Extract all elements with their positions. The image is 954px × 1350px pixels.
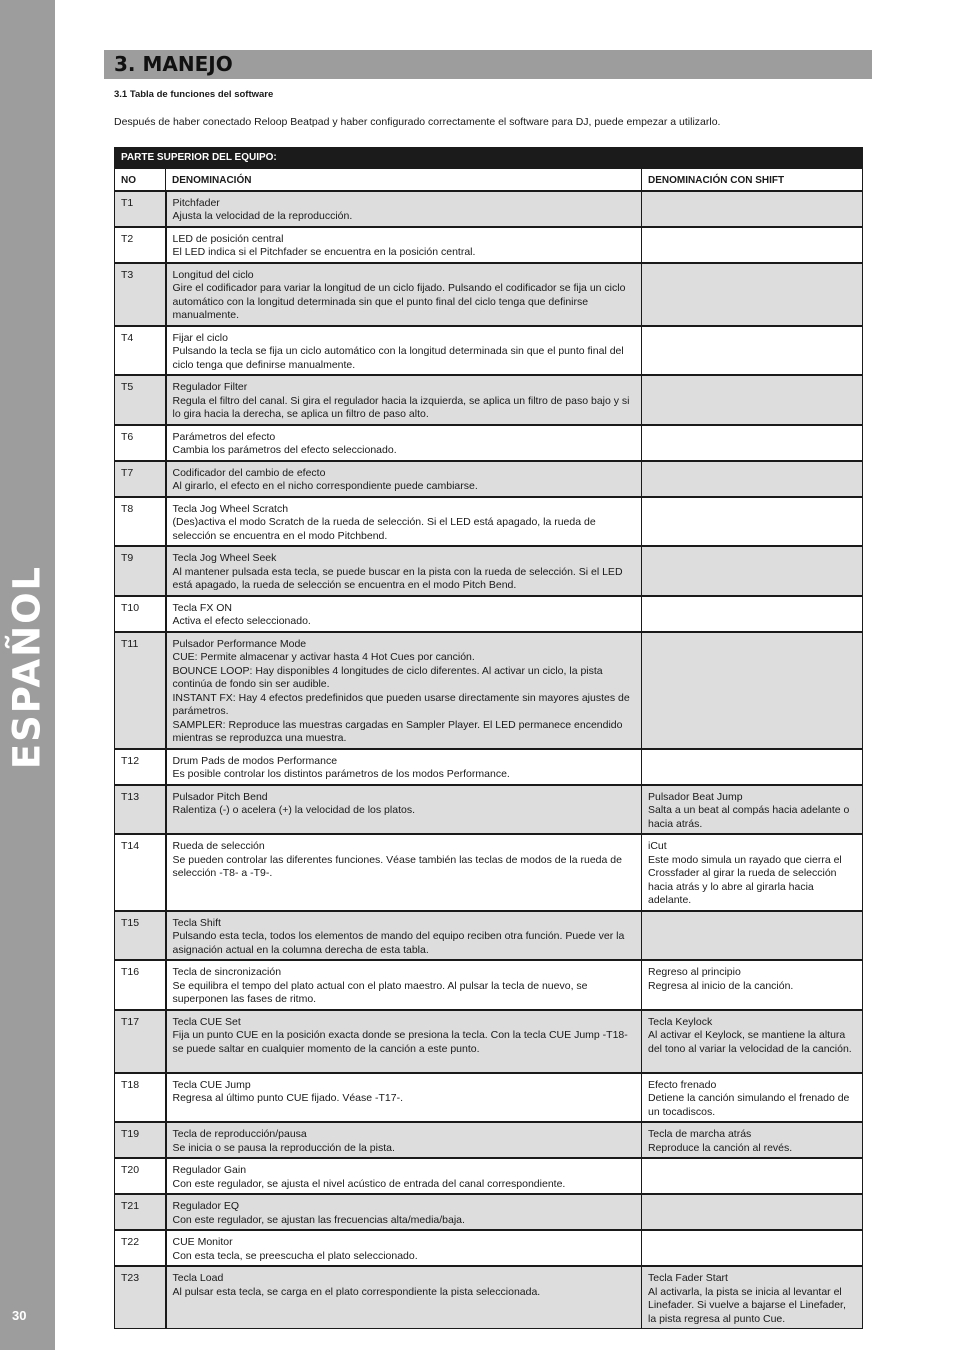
row-number: T16 bbox=[115, 960, 166, 1010]
function-cell bbox=[166, 263, 642, 326]
table-row bbox=[115, 960, 863, 1010]
function-cell bbox=[166, 1194, 642, 1230]
row-number: T20 bbox=[115, 1158, 166, 1194]
shift-function-description: Al activarla, la pista se inicia al levantar el Linefader. Si vuelve a bajarse el Linefader, la pista regresa al punto Cue. bbox=[648, 1285, 846, 1325]
function-description: Pulsando esta tecla, todos los elementos de mando del equipo reciben otra función. Puede ver la asignación actual en la columna derecha de esta tabla. bbox=[172, 930, 625, 956]
column-header-name: DENOMINACIÓN bbox=[166, 169, 642, 191]
table-row bbox=[115, 1158, 863, 1194]
shift-function-name: Tecla de marcha atrás bbox=[648, 1128, 752, 1140]
function-cell bbox=[166, 834, 642, 911]
function-name: Tecla CUE Jump bbox=[172, 1078, 251, 1091]
shift-function-cell bbox=[642, 425, 863, 461]
function-cell bbox=[166, 632, 642, 749]
row-number: T13 bbox=[115, 785, 166, 835]
table-row bbox=[115, 834, 863, 911]
column-header-no: NO bbox=[115, 169, 166, 191]
table-row bbox=[115, 749, 863, 785]
function-description: Se inicia o se pausa la reproducción de la pista. bbox=[172, 1141, 395, 1154]
table-row bbox=[115, 1230, 863, 1266]
function-description: Cambia los parámetros del efecto seleccionado. bbox=[172, 444, 397, 456]
shift-function-cell bbox=[642, 1010, 863, 1073]
table-row bbox=[115, 375, 863, 425]
function-description: Al girarlo, el efecto en el nicho correspondiente puede cambiarse. bbox=[172, 480, 478, 492]
row-number: T1 bbox=[115, 191, 166, 227]
function-cell bbox=[166, 1073, 642, 1123]
function-description: Al mantener pulsada esta tecla, se puede buscar en la pista con la rueda de selección. Si el LED está apagado, la rueda de selección se encuentra en el modo Pitch Bend. bbox=[172, 565, 623, 591]
row-number: T12 bbox=[115, 749, 166, 785]
function-cell bbox=[166, 1158, 642, 1194]
function-cell bbox=[166, 326, 642, 376]
shift-function-description: Este modo simula un rayado que cierra el Crossfader al girar la rueda de selección hacia atrás y lo abre al girarla hacia adelante. bbox=[648, 853, 842, 906]
row-number: T23 bbox=[115, 1266, 166, 1329]
function-cell bbox=[166, 375, 642, 425]
table-row bbox=[115, 1266, 863, 1329]
function-cell bbox=[166, 1122, 642, 1158]
function-description: El LED indica si el Pitchfader se encuentra en la posición central. bbox=[172, 246, 476, 258]
row-number: T2 bbox=[115, 227, 166, 263]
function-description: Se pueden controlar las diferentes funciones. Véase también las teclas de modos de la rueda de selección -T8- a -T9-. bbox=[172, 853, 622, 879]
section-title: 3. MANEJO bbox=[114, 52, 233, 76]
shift-function-cell bbox=[642, 1158, 863, 1194]
table-row bbox=[115, 497, 863, 547]
function-description: Ralentiza (-) o acelera (+) la velocidad de los platos. bbox=[172, 804, 415, 816]
row-number: T11 bbox=[115, 632, 166, 749]
function-description: Con este regulador, se ajustan las frecuencias alta/media/baja. bbox=[172, 1213, 465, 1226]
function-name: Drum Pads de modos Performance bbox=[172, 754, 338, 767]
function-cell bbox=[166, 749, 642, 785]
function-name: Tecla de reproducción/pausa bbox=[172, 1128, 307, 1140]
function-description: Pulsando la tecla se fija un ciclo automático con la longitud determinada sin que el punto final del ciclo tenga que definirse manualmente. bbox=[172, 345, 624, 371]
shift-function-name: Pulsador Beat Jump bbox=[648, 790, 743, 803]
function-cell bbox=[166, 497, 642, 547]
function-name: Tecla FX ON bbox=[172, 601, 233, 614]
shift-function-cell bbox=[642, 1266, 863, 1329]
shift-function-name: Efecto frenado bbox=[648, 1078, 717, 1091]
row-number: T7 bbox=[115, 461, 166, 497]
shift-function-cell bbox=[642, 1230, 863, 1266]
shift-function-cell bbox=[642, 834, 863, 911]
function-name: Pitchfader bbox=[172, 196, 220, 209]
shift-function-name: Tecla Keylock bbox=[648, 1015, 713, 1028]
function-cell bbox=[166, 1010, 642, 1073]
function-name: Fijar el ciclo bbox=[172, 331, 228, 344]
shift-function-cell bbox=[642, 632, 863, 749]
function-cell bbox=[166, 911, 642, 961]
row-number: T19 bbox=[115, 1122, 166, 1158]
table-row bbox=[115, 632, 863, 749]
shift-function-description: Detiene la canción simulando el frenado de un tocadiscos. bbox=[648, 1092, 850, 1118]
shift-function-cell bbox=[642, 461, 863, 497]
function-name: Pulsador Performance Mode bbox=[172, 637, 307, 650]
row-number: T18 bbox=[115, 1073, 166, 1123]
shift-function-description: Reproduce la canción al revés. bbox=[648, 1141, 793, 1154]
table-row bbox=[115, 1122, 863, 1158]
row-number: T4 bbox=[115, 326, 166, 376]
subsection-title: 3.1 Tabla de funciones del software bbox=[114, 89, 274, 100]
table-row bbox=[115, 191, 863, 227]
row-number: T6 bbox=[115, 425, 166, 461]
shift-function-cell bbox=[642, 497, 863, 547]
function-cell bbox=[166, 191, 642, 227]
function-name: LED de posición central bbox=[172, 232, 284, 245]
shift-function-description: Regresa al inicio de la canción. bbox=[648, 979, 794, 992]
table-header-row bbox=[115, 169, 863, 191]
row-number: T10 bbox=[115, 596, 166, 632]
intro-paragraph: Después de haber conectado Reloop Beatpad y haber configurado correctamente el software para DJ, puede empezar a utilizarlo. bbox=[114, 116, 721, 128]
row-number: T5 bbox=[115, 375, 166, 425]
function-description: CUE: Permite almacenar y activar hasta 4 Hot Cues por canción. BOUNCE LOOP: Hay disponibles 4 longitudes de ciclo diferentes. Al activar un ciclo, la pista continúa de fondo sin ser audible. INSTANT FX: Hay 4 efectos predefinidos que pueden usarse directamente sin mayores ajustes de parámetros. SAMPLER: Reproduce las muestras cargadas en Sampler Player. El LED permanece encendido mientras se reproduzca una muestra. bbox=[172, 651, 630, 744]
function-cell bbox=[166, 461, 642, 497]
function-description: Gire el codificador para variar la longitud de un ciclo fijado. Pulsando el codificador se fija un ciclo automático con la longitud determinada sin que el punto final del ciclo tenga que definirse manualmente. bbox=[172, 282, 626, 321]
shift-function-cell bbox=[642, 596, 863, 632]
table-row bbox=[115, 596, 863, 632]
function-name: CUE Monitor bbox=[172, 1236, 233, 1248]
function-name: Codificador del cambio de efecto bbox=[172, 466, 326, 479]
shift-function-cell bbox=[642, 263, 863, 326]
function-name: Tecla Jog Wheel Seek bbox=[172, 552, 277, 564]
function-name: Tecla Load bbox=[172, 1272, 224, 1284]
function-name: Regulador EQ bbox=[172, 1200, 240, 1212]
shift-function-description: Salta a un beat al compás hacia adelante o hacia atrás. bbox=[648, 804, 850, 830]
shift-function-cell bbox=[642, 191, 863, 227]
row-number: T22 bbox=[115, 1230, 166, 1266]
table-row bbox=[115, 425, 863, 461]
row-number: T21 bbox=[115, 1194, 166, 1230]
function-description: Es posible controlar los distintos parámetros de los modos Performance. bbox=[172, 768, 510, 780]
function-name: Pulsador Pitch Bend bbox=[172, 790, 268, 803]
language-sidebar bbox=[0, 0, 55, 1350]
section-header bbox=[104, 50, 872, 79]
table-row bbox=[115, 326, 863, 376]
shift-function-cell bbox=[642, 1122, 863, 1158]
shift-function-cell bbox=[642, 375, 863, 425]
shift-function-cell bbox=[642, 1073, 863, 1123]
shift-function-cell bbox=[642, 785, 863, 835]
shift-function-cell bbox=[642, 911, 863, 961]
function-cell bbox=[166, 1230, 642, 1266]
function-description: Regresa al último punto CUE fijado. Véase -T17-. bbox=[172, 1092, 404, 1104]
function-description: Al pulsar esta tecla, se carga en el plato correspondiente la pista seleccionada. bbox=[172, 1285, 541, 1298]
function-cell bbox=[166, 785, 642, 835]
function-name: Regulador Filter bbox=[172, 381, 248, 393]
language-label: ESPAÑOL bbox=[5, 564, 49, 770]
function-description: Activa el efecto seleccionado. bbox=[172, 615, 311, 627]
table-row bbox=[115, 1010, 863, 1073]
row-number: T3 bbox=[115, 263, 166, 326]
table-row bbox=[115, 785, 863, 835]
function-description: Ajusta la velocidad de la reproducción. bbox=[172, 210, 353, 222]
row-number: T14 bbox=[115, 834, 166, 911]
function-name: Parámetros del efecto bbox=[172, 430, 276, 443]
row-number: T17 bbox=[115, 1010, 166, 1073]
shift-function-cell bbox=[642, 749, 863, 785]
shift-function-name: Regreso al principio bbox=[648, 966, 741, 978]
table-body bbox=[115, 191, 863, 1329]
function-table bbox=[114, 147, 863, 1329]
shift-function-cell bbox=[642, 1194, 863, 1230]
table-title-row bbox=[115, 148, 863, 169]
function-cell bbox=[166, 425, 642, 461]
function-cell bbox=[166, 596, 642, 632]
shift-function-description: Al activar el Keylock, se mantiene la altura del tono al variar la velocidad de la canción. bbox=[648, 1029, 852, 1055]
function-description: Fija un punto CUE en la posición exacta donde se presiona la tecla. Con la tecla CUE Jump -T18- se puede saltar en cualquier momento de la canción a este punto. bbox=[172, 1029, 628, 1055]
shift-function-cell bbox=[642, 227, 863, 263]
shift-function-name: Tecla Fader Start bbox=[648, 1272, 728, 1284]
table-row bbox=[115, 546, 863, 596]
function-description: Se equilibra el tempo del plato actual con el plato maestro. Al pulsar la tecla de nuevo, se superponen las fases de ritmo. bbox=[172, 979, 588, 1005]
function-description: Con esta tecla, se preescucha el plato seleccionado. bbox=[172, 1249, 418, 1262]
function-name: Regulador Gain bbox=[172, 1164, 247, 1176]
function-name: Tecla CUE Set bbox=[172, 1015, 241, 1028]
function-name: Rueda de selección bbox=[172, 840, 265, 852]
table-row bbox=[115, 227, 863, 263]
function-cell bbox=[166, 960, 642, 1010]
function-name: Tecla Jog Wheel Scratch bbox=[172, 502, 289, 515]
table-title: PARTE SUPERIOR DEL EQUIPO: bbox=[115, 148, 863, 169]
function-cell bbox=[166, 1266, 642, 1329]
page-number: 30 bbox=[12, 1308, 27, 1323]
table-row bbox=[115, 1194, 863, 1230]
table-row bbox=[115, 461, 863, 497]
function-description: (Des)activa el modo Scratch de la rueda de selección. Si el LED está apagado, la rueda de selección se encuentra en el modo Pitchbend. bbox=[172, 516, 596, 542]
row-number: T8 bbox=[115, 497, 166, 547]
function-name: Longitud del ciclo bbox=[172, 268, 254, 281]
function-name: Tecla de sincronización bbox=[172, 966, 282, 978]
shift-function-cell bbox=[642, 546, 863, 596]
table-row bbox=[115, 263, 863, 326]
row-number: T9 bbox=[115, 546, 166, 596]
function-description: Regula el filtro del canal. Si gira el regulador hacia la izquierda, se aplica un filtro de paso bajo y si lo gira hacia la derecha, se aplica un filtro de paso alto. bbox=[172, 394, 630, 420]
function-description: Con este regulador, se ajusta el nivel acústico de entrada del canal correspondiente. bbox=[172, 1177, 566, 1190]
table-row bbox=[115, 911, 863, 961]
function-cell bbox=[166, 546, 642, 596]
shift-function-cell bbox=[642, 960, 863, 1010]
column-header-shift: DENOMINACIÓN CON SHIFT bbox=[642, 169, 863, 191]
shift-function-name: iCut bbox=[648, 840, 667, 852]
row-number: T15 bbox=[115, 911, 166, 961]
table-row bbox=[115, 1073, 863, 1123]
function-name: Tecla Shift bbox=[172, 916, 221, 929]
function-cell bbox=[166, 227, 642, 263]
shift-function-cell bbox=[642, 326, 863, 376]
